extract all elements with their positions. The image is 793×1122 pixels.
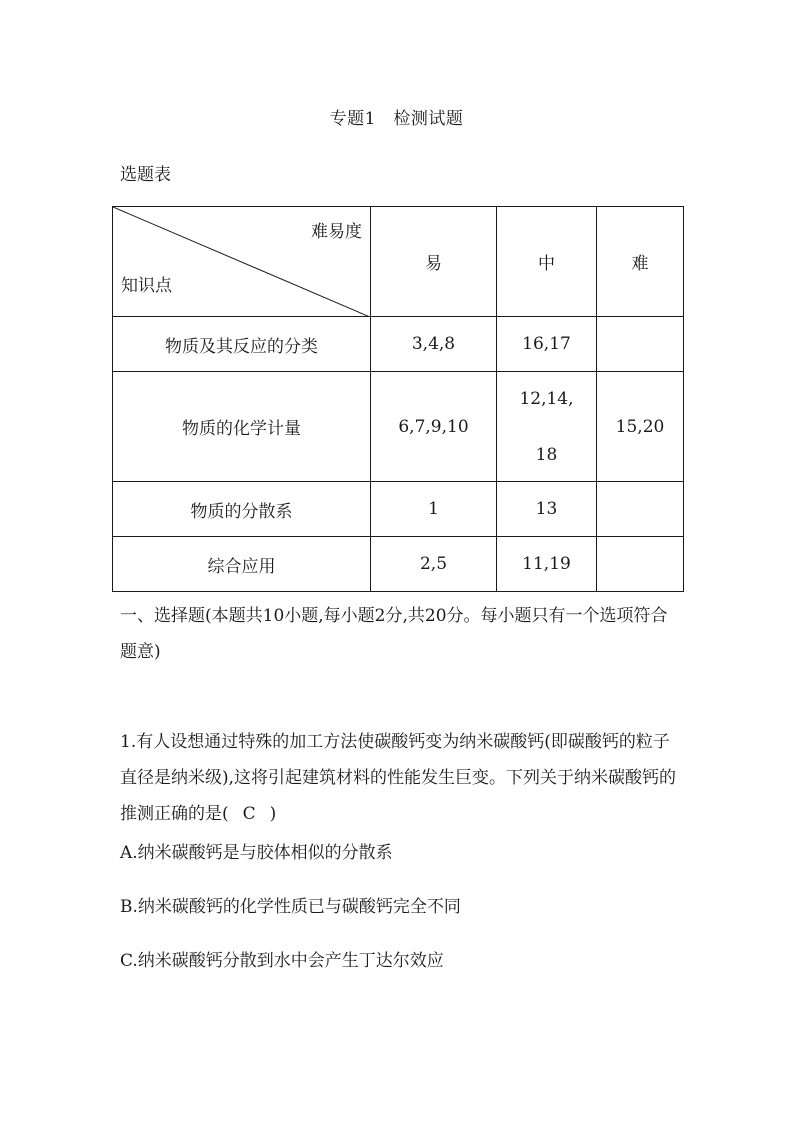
answer-choice: C [242, 804, 256, 824]
table-row [113, 482, 684, 537]
header-easy: 易 [371, 207, 497, 317]
hard-cell [597, 482, 684, 537]
medium-cell: 11,19 [497, 537, 597, 592]
table-row [113, 317, 684, 372]
easy-cell: 1 [371, 482, 497, 537]
option-a: A.纳米碳酸钙是与胶体相似的分散系 [120, 843, 393, 863]
medium-cell: 13 [497, 482, 597, 537]
difficulty-label: 难易度 [311, 222, 362, 242]
question-stem [120, 724, 680, 832]
medium-cell [497, 372, 597, 482]
table-caption: 选题表 [120, 165, 171, 185]
topic-cell: 物质的化学计量 [113, 372, 371, 482]
easy-cell: 3,4,8 [371, 317, 497, 372]
hard-cell [597, 317, 684, 372]
medium-cell: 16,17 [497, 317, 597, 372]
table-header-row [113, 207, 684, 317]
medium-cell-line: 12,14, [519, 388, 574, 409]
topic-cell: 物质的分散系 [113, 482, 371, 537]
topic-cell: 物质及其反应的分类 [113, 317, 371, 372]
section-heading: 一、选择题(本题共10小题,每小题2分,共20分。每小题只有一个选项符合题意) [120, 606, 668, 662]
topic-difficulty-table [112, 206, 684, 592]
hard-cell: 15,20 [597, 372, 684, 482]
topic-cell: 综合应用 [113, 537, 371, 592]
option-b: B.纳米碳酸钙的化学性质已与碳酸钙完全不同 [120, 897, 461, 917]
table-row [113, 372, 684, 482]
question-bracket-close: ) [269, 804, 277, 824]
easy-cell: 6,7,9,10 [371, 372, 497, 482]
medium-cell-line: 18 [535, 444, 558, 465]
easy-cell: 2,5 [371, 537, 497, 592]
table-row [113, 537, 684, 592]
hard-cell [597, 537, 684, 592]
header-hard: 难 [597, 207, 684, 317]
knowledge-point-label: 知识点 [121, 276, 172, 296]
diagonal-header-cell [113, 207, 371, 317]
option-c: C.纳米碳酸钙分散到水中会产生丁达尔效应 [120, 951, 444, 971]
header-medium: 中 [497, 207, 597, 317]
page-title: 专题1 检测试题 [329, 109, 464, 129]
question-text: 1.有人设想通过特殊的加工方法使碳酸钙变为纳米碳酸钙(即碳酸钙的粒子直径是纳米级),这将引起建筑材料的性能发生巨变。下列关于纳米碳酸钙的推测正确的是( [120, 732, 677, 824]
